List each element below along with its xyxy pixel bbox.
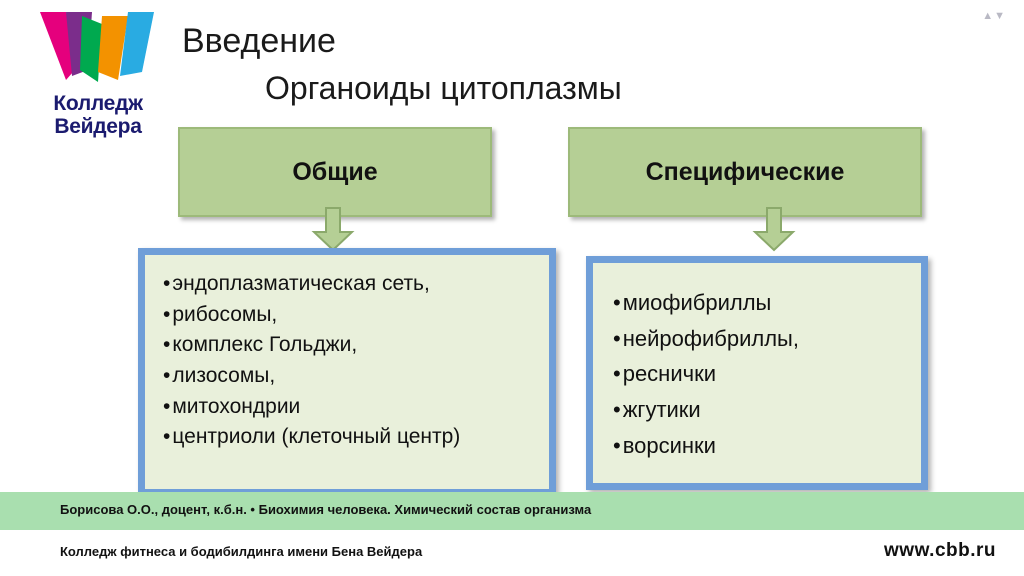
logo-mark-icon (36, 10, 160, 88)
category-header-general-label: Общие (292, 157, 378, 186)
list-item: • ворсинки (613, 428, 911, 464)
list-item: • лизосомы, (163, 361, 539, 392)
footer-bottom (0, 530, 1024, 576)
down-arrow-icon-left (311, 206, 355, 252)
footer-band (0, 492, 1024, 530)
category-header-general (178, 127, 492, 217)
content-box-specific (586, 256, 928, 490)
list-item: • миофибриллы (613, 285, 911, 321)
list-item: • жгутики (613, 392, 911, 428)
list-item: • рибосомы, (163, 300, 539, 331)
list-general (145, 255, 549, 453)
category-header-specific (568, 127, 922, 217)
list-item: • центриоли (клеточный центр) (163, 422, 539, 453)
category-header-specific-label: Специфические (645, 157, 845, 186)
page-title: Введение (182, 22, 336, 60)
college-logo (28, 10, 168, 150)
list-item: • реснички (613, 356, 911, 392)
footer-institution-line: Колледж фитнеса и бодибилдинга имени Бена Вейдера (60, 544, 423, 559)
list-specific (593, 263, 921, 463)
list-item: • комплекс Гольджи, (163, 330, 539, 361)
logo-text-line1: Колледж (53, 92, 143, 115)
page-subtitle: Органоиды цитоплазмы (265, 70, 622, 106)
logo-text (28, 92, 168, 138)
footer-website[interactable]: www.cbb.ru (884, 540, 996, 561)
content-box-general (138, 248, 556, 496)
list-item: • нейрофибриллы, (613, 321, 911, 357)
logo-text-line2: Вейдера (54, 115, 142, 138)
down-arrow-icon-right (752, 206, 796, 252)
top-right-mark: ▲▼ (982, 10, 1006, 22)
list-item: • митохондрии (163, 392, 539, 423)
list-item: • эндоплазматическая сеть, (163, 269, 539, 300)
footer-author-line: Борисова О.О., доцент, к.б.н. • Биохимия человека. Химический состав организма (60, 502, 592, 517)
